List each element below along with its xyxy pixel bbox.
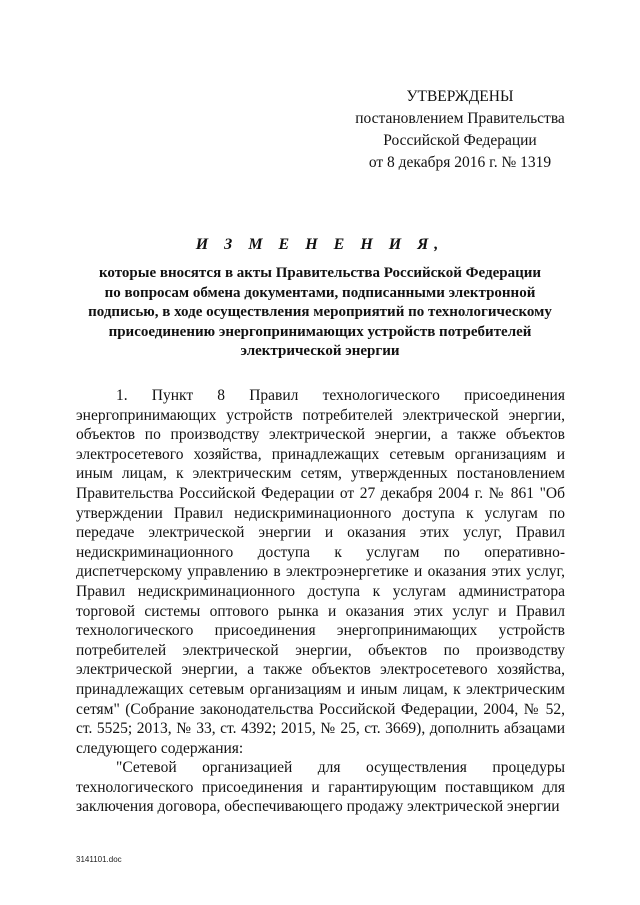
document-subtitle <box>72 264 568 362</box>
paragraph-2: "Сетевой организацией для осуществления процедуры технологического присоединения и гарантирующим поставщиком для заключения договора, обеспечивающего продажу электрической энергии <box>76 759 565 816</box>
subtitle-line: подписью, в ходе осуществления мероприятий по технологическому <box>88 304 552 320</box>
document-body <box>76 386 565 817</box>
subtitle-line: по вопросам обмена документами, подписанными электронной <box>104 284 536 301</box>
approval-decree-line: постановлением Правительства <box>355 110 565 127</box>
subtitle-line: электрической энергии <box>240 343 400 359</box>
file-name-footer: 3141101.doc <box>76 855 122 864</box>
document-title: И З М Е Н Е Н И Я, <box>195 236 445 253</box>
approval-government-line: Российской Федерации <box>383 132 537 149</box>
subtitle-line: присоединению энергопринимающих устройств потребителей <box>108 323 532 340</box>
approval-heading: УТВЕРЖДЕНЫ <box>406 88 514 105</box>
approval-block <box>330 86 590 174</box>
subtitle-line: которые вносятся в акты Правительства Российской Федерации <box>98 265 542 281</box>
approval-date-number: от 8 декабря 2016 г. № 1319 <box>368 154 552 171</box>
paragraph-1: 1. Пункт 8 Правил технологического присоединения энергопринимающих устройств потребителей электрической энергии, объектов по производству электрической энергии, а также объектов электросетевого хозяйства, принадлежащих сетевым организациям и иным лицам, к электрическим сетям, утвержденных постановлением Правительства Российской Федерации от 27 декабря 2004 г. № 861 "Об утверждении Правил недискриминационного доступа к услугам по передаче электрической энергии и оказания этих услуг, Правил недискриминационного доступа к услугам по оперативно-диспетчерскому управлению в электроэнергетике и оказания этих услуг, Правил недискриминационного доступа к услугам администратора торговой системы оптового рынка и оказания этих услуг и Правил технологического присоединения энергопринимающих устройств потребителей электрической энергии, объектов по производству электрической энергии, а также объектов электросетевого хозяйства, принадлежащих сетевым организациям и иным лицам, к электрическим сетям" (Собрание законодательства Российской Федерации, 2004, № 52, ст. 5525; 2013, № 33, ст. 4392; 2015, № 25, ст. 3669), дополнить абзацами следующего содержания: <box>76 387 565 757</box>
